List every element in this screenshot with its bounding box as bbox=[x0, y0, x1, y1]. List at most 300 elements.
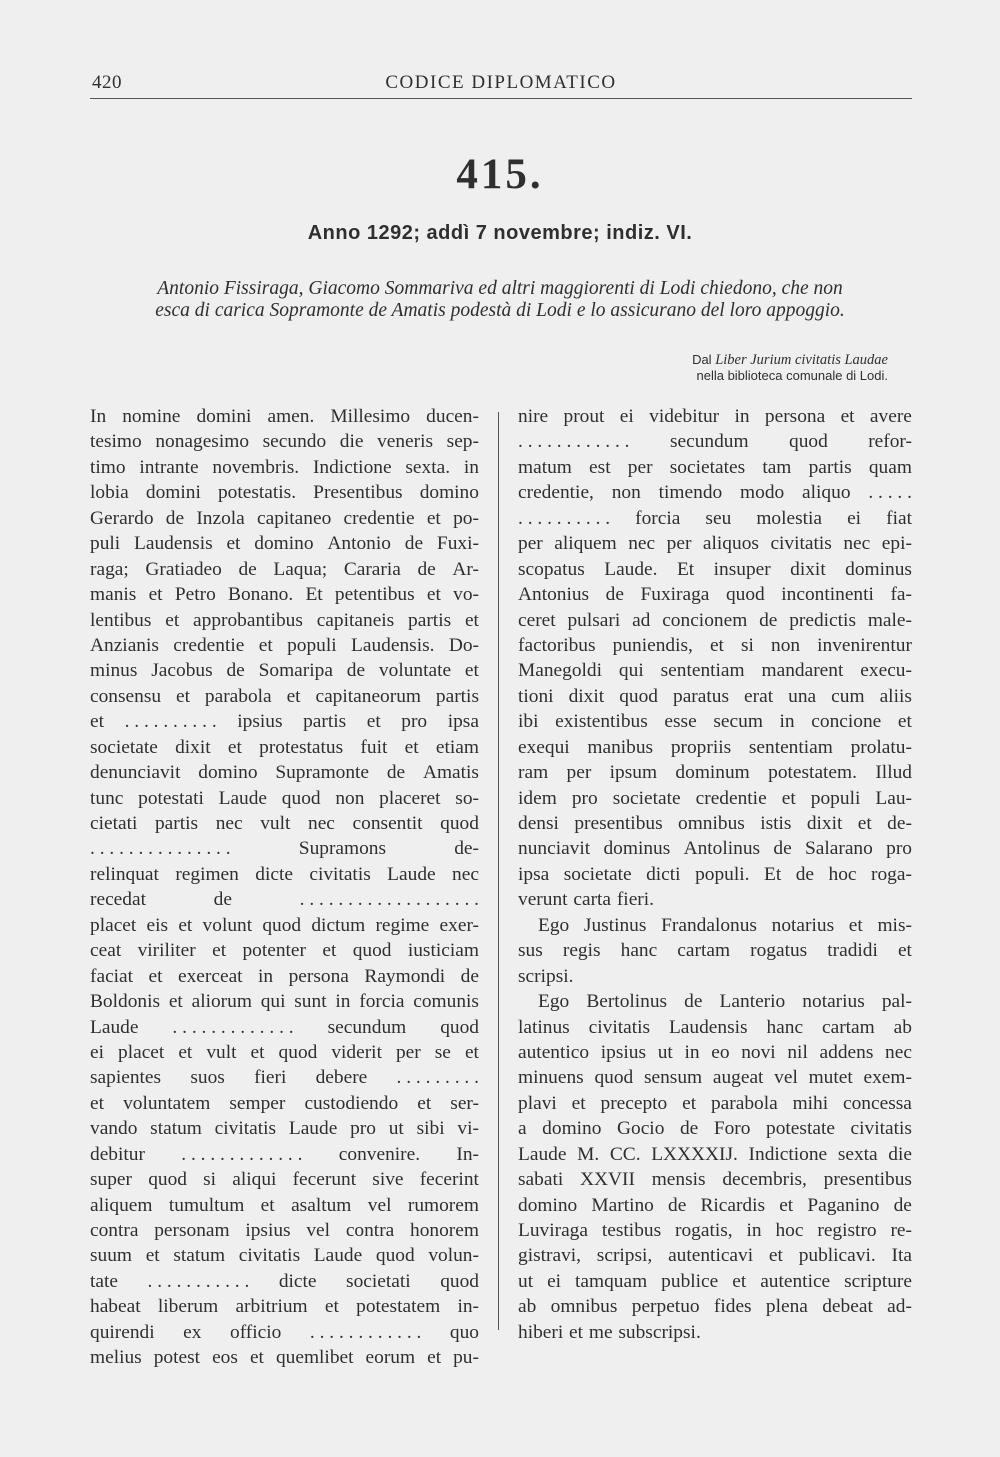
word: de bbox=[404, 533, 424, 555]
word: capitaneis bbox=[316, 609, 395, 631]
word: concione bbox=[811, 711, 882, 733]
word: societate bbox=[90, 736, 158, 758]
word: Laqua; bbox=[273, 558, 328, 580]
word: autentice bbox=[760, 1270, 831, 1292]
word: hoc bbox=[775, 1220, 804, 1241]
word: et bbox=[226, 533, 241, 555]
word: . . . . . . . . . . . . . . . . . . . bbox=[299, 889, 479, 911]
word: non bbox=[771, 634, 801, 656]
text-line bbox=[518, 1218, 912, 1243]
text-line bbox=[518, 429, 912, 454]
text-line bbox=[518, 1015, 912, 1040]
text-line bbox=[90, 1294, 479, 1319]
word: potestati bbox=[138, 787, 204, 809]
word: Laude bbox=[313, 1245, 363, 1267]
word: eis bbox=[146, 914, 169, 936]
word: petentibus bbox=[334, 584, 415, 606]
word: novi bbox=[741, 1041, 776, 1063]
word: persona bbox=[288, 965, 349, 987]
word: et bbox=[227, 736, 242, 758]
word: et bbox=[250, 1041, 265, 1063]
word: et bbox=[897, 940, 912, 962]
summary-line: esca di carica Sopramonte de Amatis podestà di Lodi e lo assicurano del loro appoggio. bbox=[155, 300, 845, 321]
word: societati bbox=[346, 1270, 411, 1292]
word: ipsius bbox=[600, 1041, 647, 1063]
word: per bbox=[566, 762, 592, 784]
word: convenire. bbox=[338, 1143, 421, 1165]
text-line bbox=[518, 811, 912, 836]
word: per bbox=[518, 533, 543, 555]
word: de bbox=[460, 965, 479, 987]
word: rogatus bbox=[750, 940, 808, 962]
text-line bbox=[90, 811, 479, 836]
word: mihi bbox=[792, 1092, 829, 1114]
word: predictis bbox=[789, 609, 856, 631]
word: autentico bbox=[518, 1041, 590, 1063]
word: Millesimo bbox=[330, 406, 411, 427]
text-line bbox=[90, 1091, 479, 1116]
word: . . . . . . . . . . . bbox=[147, 1270, 250, 1292]
word: civitatis bbox=[850, 1118, 912, 1140]
word: decembris, bbox=[722, 1169, 807, 1191]
word: male- bbox=[867, 609, 912, 631]
word: mutet bbox=[808, 1067, 853, 1089]
word: refor- bbox=[868, 431, 912, 453]
word: domino bbox=[254, 533, 314, 555]
word: consentit bbox=[352, 813, 423, 834]
text-line bbox=[518, 760, 912, 785]
word: contra bbox=[345, 1220, 395, 1241]
word: in bbox=[684, 1041, 700, 1063]
word: Inzola bbox=[196, 507, 245, 529]
word: Fuxi- bbox=[436, 533, 479, 555]
word: quo bbox=[449, 1321, 479, 1343]
word: de bbox=[226, 660, 245, 682]
word: partis bbox=[408, 609, 452, 631]
word: sententiam bbox=[748, 736, 833, 758]
word: sus bbox=[518, 940, 543, 962]
word: placet bbox=[118, 1041, 165, 1063]
text-line bbox=[518, 836, 912, 861]
source-line-1 bbox=[692, 352, 888, 368]
word: in bbox=[335, 991, 351, 1013]
word: aliqui bbox=[232, 1169, 277, 1191]
word: fieri. bbox=[616, 889, 654, 911]
word: viderit bbox=[331, 1041, 382, 1063]
word: propriis bbox=[670, 736, 732, 758]
word: Gratiadeo bbox=[145, 558, 222, 580]
word: presentibus bbox=[574, 813, 663, 834]
word: testibus bbox=[601, 1220, 662, 1241]
word: parabola bbox=[204, 685, 272, 707]
word: volunt bbox=[202, 914, 253, 936]
text-line bbox=[90, 1040, 479, 1065]
word: Laude bbox=[288, 1118, 338, 1140]
word: et bbox=[732, 1270, 747, 1292]
word: et bbox=[897, 711, 912, 733]
word: potestate bbox=[766, 1118, 835, 1140]
source-title: Liber Jurium civitatis Laudae bbox=[715, 352, 888, 368]
text-line bbox=[90, 1142, 479, 1167]
word: . . . . . . . . . . bbox=[124, 711, 217, 733]
word: placeret bbox=[379, 787, 441, 809]
word: capitaneorum bbox=[315, 685, 421, 707]
word: et bbox=[417, 1092, 432, 1114]
word: ipsum bbox=[609, 762, 658, 784]
word: Foro bbox=[713, 1118, 751, 1140]
word: Bonano. bbox=[228, 584, 294, 606]
word: quod bbox=[281, 787, 321, 809]
word: Manegoldi bbox=[518, 660, 603, 682]
text-line bbox=[90, 786, 479, 811]
text-line bbox=[518, 938, 912, 963]
word: de bbox=[165, 507, 185, 529]
word: regime bbox=[375, 914, 430, 936]
word: fecerint bbox=[419, 1169, 479, 1191]
word: quod bbox=[789, 431, 828, 453]
word: prout bbox=[563, 406, 605, 427]
word: mandarent bbox=[761, 660, 844, 682]
word: in bbox=[779, 711, 795, 733]
word: Indictione bbox=[312, 456, 392, 478]
word: vult bbox=[206, 1041, 237, 1063]
word: amen. bbox=[267, 406, 315, 427]
word: de- bbox=[454, 838, 479, 860]
word: ipsa bbox=[518, 863, 550, 885]
word: potestatem bbox=[356, 1296, 441, 1318]
text-line bbox=[518, 1243, 912, 1268]
word: . . . . . . . . . . . . bbox=[309, 1321, 422, 1343]
word: denunciavit bbox=[90, 762, 181, 784]
word: novembris. bbox=[212, 456, 300, 478]
word: societate bbox=[612, 787, 681, 809]
word: vel bbox=[774, 1067, 798, 1089]
word: et bbox=[840, 406, 855, 427]
word: quod bbox=[440, 1016, 479, 1038]
text-line bbox=[518, 531, 912, 556]
word: . . . . . bbox=[868, 482, 912, 504]
word: placet bbox=[90, 914, 137, 936]
word: subscripsi. bbox=[618, 1321, 701, 1343]
text-line bbox=[518, 862, 912, 887]
word: Laudensis bbox=[134, 533, 213, 555]
document-summary bbox=[88, 278, 912, 322]
text-line bbox=[90, 836, 479, 861]
text-line bbox=[518, 658, 912, 683]
word: intrante bbox=[139, 456, 199, 478]
word: carta bbox=[573, 889, 612, 911]
word: puli bbox=[90, 533, 121, 555]
word: die bbox=[888, 1143, 912, 1165]
word: secundo bbox=[262, 431, 327, 453]
word: nire bbox=[518, 406, 549, 427]
word: eo bbox=[711, 1041, 730, 1063]
word: aliquem bbox=[90, 1194, 153, 1216]
word: quod bbox=[148, 1169, 187, 1191]
word: seu bbox=[705, 507, 732, 529]
word: . . . . . . . . . . bbox=[518, 507, 611, 529]
word: societates bbox=[669, 456, 746, 478]
word: latinus bbox=[518, 1016, 570, 1038]
word: et bbox=[569, 1321, 584, 1343]
word: po- bbox=[453, 507, 479, 529]
text-line bbox=[90, 557, 479, 582]
word: presentibus bbox=[823, 1169, 912, 1191]
word: pro bbox=[571, 787, 598, 809]
word: existentibus bbox=[555, 711, 648, 733]
word: scripture bbox=[844, 1270, 912, 1292]
word: Laude bbox=[90, 1016, 139, 1038]
word: domino bbox=[419, 482, 479, 504]
word: precepto bbox=[600, 1092, 668, 1114]
word: notarius bbox=[771, 914, 835, 936]
word: et bbox=[768, 1245, 783, 1267]
word: modo bbox=[740, 482, 785, 504]
word: Amatis bbox=[422, 762, 479, 784]
word: hanc bbox=[620, 940, 658, 962]
word: pro bbox=[886, 838, 912, 860]
word: . . . . . . . . . . . . bbox=[518, 431, 630, 453]
word: incontinenti bbox=[781, 584, 874, 606]
word: Somaripa bbox=[258, 660, 333, 682]
word: Laudensis bbox=[668, 1016, 748, 1038]
text-line bbox=[518, 786, 912, 811]
document-number: 415. bbox=[456, 151, 544, 198]
word: sive bbox=[372, 1169, 404, 1191]
word: Gocio bbox=[617, 1118, 665, 1140]
word: cietati bbox=[90, 813, 138, 834]
word: Ricardis bbox=[700, 1194, 766, 1216]
word: quod bbox=[594, 1067, 634, 1089]
word: Supramonte bbox=[275, 762, 370, 784]
word: nonagesimo bbox=[155, 431, 250, 453]
word: et bbox=[709, 634, 724, 656]
word: regis bbox=[562, 940, 601, 962]
word: sabati bbox=[518, 1169, 564, 1191]
word: et bbox=[324, 1296, 339, 1318]
text-line bbox=[518, 1320, 912, 1345]
word: Raymondi bbox=[364, 965, 446, 987]
text-line bbox=[518, 506, 912, 531]
word: suos bbox=[190, 1067, 225, 1089]
text-line bbox=[90, 1015, 479, 1040]
word: secundum bbox=[327, 1016, 407, 1038]
word: autenticavi bbox=[668, 1245, 754, 1267]
text-line bbox=[518, 582, 912, 607]
word: quod bbox=[262, 914, 302, 936]
text-line bbox=[90, 608, 479, 633]
word: molestia bbox=[756, 507, 823, 529]
word: melius bbox=[90, 1347, 142, 1369]
word: dictum bbox=[311, 914, 366, 936]
word: sententiam bbox=[660, 660, 745, 682]
word: est bbox=[589, 456, 611, 478]
word: populi. bbox=[695, 863, 750, 885]
word: insuper bbox=[713, 558, 771, 580]
word: credentie bbox=[173, 634, 245, 656]
word: et bbox=[464, 660, 479, 682]
word: semper bbox=[229, 1092, 286, 1114]
word: roga- bbox=[871, 863, 912, 885]
word: si bbox=[741, 634, 754, 656]
word: cartam bbox=[821, 1016, 875, 1038]
word: nec bbox=[215, 813, 243, 834]
word: per bbox=[627, 456, 653, 478]
word: nec bbox=[628, 533, 656, 555]
word: notarius bbox=[802, 991, 865, 1013]
word: dominus bbox=[603, 838, 671, 860]
word: factoribus bbox=[518, 634, 596, 656]
word: aliquos bbox=[702, 533, 759, 555]
word: credentie bbox=[343, 507, 415, 529]
word: sep- bbox=[446, 431, 479, 453]
word: et bbox=[682, 1092, 697, 1114]
word: eorum bbox=[365, 1347, 416, 1369]
word: tate bbox=[90, 1270, 118, 1292]
word: liberum bbox=[157, 1296, 219, 1318]
word: et bbox=[258, 634, 273, 656]
right-column-text bbox=[518, 404, 912, 1345]
word: Do- bbox=[448, 634, 479, 656]
word: addens bbox=[819, 1041, 874, 1063]
source-line-2: nella biblioteca comunale di Lodi. bbox=[696, 368, 888, 383]
word: potest bbox=[153, 1347, 201, 1369]
word: CC. bbox=[609, 1143, 641, 1165]
word: quod bbox=[375, 1245, 415, 1267]
word: vult bbox=[260, 813, 291, 834]
word: mensis bbox=[651, 1169, 706, 1191]
word: M. bbox=[577, 1143, 600, 1165]
word: et bbox=[366, 711, 381, 733]
word: qui bbox=[618, 660, 644, 682]
word: regimen bbox=[175, 863, 239, 885]
word: plavi bbox=[518, 1092, 557, 1114]
word: potenter bbox=[242, 940, 306, 962]
text-line bbox=[518, 455, 912, 480]
word: de bbox=[668, 1194, 687, 1216]
column-divider bbox=[498, 412, 499, 1330]
word: dixit bbox=[568, 685, 605, 707]
word: fecerunt bbox=[292, 1169, 357, 1191]
word: tumultum bbox=[168, 1194, 245, 1216]
word: nec bbox=[308, 813, 335, 834]
source-prefix: Dal bbox=[692, 352, 712, 367]
word: partis bbox=[808, 456, 852, 478]
word: debeat bbox=[822, 1296, 873, 1318]
word: et bbox=[176, 685, 190, 707]
word: execu- bbox=[860, 660, 912, 682]
word: vel bbox=[367, 1194, 392, 1216]
word: dixit bbox=[790, 558, 826, 580]
word: forcia bbox=[359, 991, 405, 1013]
word: scripsi. bbox=[518, 965, 574, 987]
word: dicti bbox=[646, 863, 681, 885]
word: fa- bbox=[890, 584, 912, 606]
text-line bbox=[518, 404, 912, 429]
word: societate bbox=[563, 863, 632, 885]
text-line bbox=[90, 1065, 479, 1090]
word: de bbox=[795, 863, 815, 885]
word: capitaneo bbox=[257, 507, 332, 529]
word: Presentibus bbox=[313, 482, 403, 504]
text-line bbox=[90, 709, 479, 734]
word: concionem bbox=[662, 609, 748, 631]
word: concessa bbox=[843, 1092, 912, 1114]
word: se bbox=[434, 1041, 451, 1063]
word: nec bbox=[452, 863, 479, 885]
word: raga; bbox=[90, 558, 129, 580]
text-line bbox=[90, 404, 479, 429]
word: contra bbox=[90, 1220, 139, 1241]
word: Cararia bbox=[343, 558, 401, 580]
word: tesimo bbox=[90, 431, 142, 453]
word: densi bbox=[518, 813, 559, 834]
word: de bbox=[238, 558, 257, 580]
text-line bbox=[90, 429, 479, 454]
word: Anzianis bbox=[90, 634, 159, 656]
word: dixit bbox=[806, 813, 843, 834]
text-line bbox=[90, 964, 479, 989]
word: . . . . . . . . . . . . . . . bbox=[90, 838, 231, 860]
word: me bbox=[588, 1321, 613, 1343]
text-line bbox=[518, 1167, 912, 1192]
word: per bbox=[395, 1041, 421, 1063]
text-line bbox=[518, 608, 912, 633]
text-line bbox=[518, 1142, 912, 1167]
text-line bbox=[518, 684, 912, 709]
word: etiam bbox=[435, 736, 479, 758]
text-line bbox=[90, 1116, 479, 1141]
word: verunt bbox=[518, 889, 568, 911]
word: manibus bbox=[587, 736, 654, 758]
word: ipsius bbox=[245, 1220, 291, 1241]
word: XXVII bbox=[580, 1169, 635, 1191]
word: aliquem bbox=[554, 533, 617, 555]
word: secum bbox=[713, 711, 763, 733]
text-line bbox=[518, 1065, 912, 1090]
word: de bbox=[417, 558, 436, 580]
word: Jacobus bbox=[151, 660, 213, 682]
word: pro bbox=[401, 711, 428, 733]
text-line bbox=[518, 989, 912, 1014]
word: civitatis bbox=[238, 1245, 301, 1267]
word: Et bbox=[305, 584, 323, 606]
word: in- bbox=[457, 1296, 479, 1318]
word: credentie bbox=[695, 787, 767, 809]
word: et bbox=[178, 1041, 193, 1063]
word: Ita bbox=[891, 1245, 912, 1267]
word: minus bbox=[90, 660, 138, 682]
text-line bbox=[518, 1269, 912, 1294]
word: aliis bbox=[879, 685, 912, 707]
word: de bbox=[684, 991, 703, 1013]
word: potestatem. bbox=[768, 762, 857, 784]
text-line bbox=[518, 1193, 912, 1218]
word: sensum bbox=[643, 1067, 703, 1089]
word: omnibus bbox=[678, 813, 745, 834]
word: in bbox=[258, 965, 274, 987]
word: et bbox=[178, 914, 193, 936]
word: pro bbox=[350, 1118, 376, 1140]
text-line bbox=[90, 887, 479, 912]
word: custodiendo bbox=[304, 1092, 399, 1114]
word: Lau- bbox=[875, 787, 912, 809]
text-line bbox=[90, 913, 479, 938]
word: et bbox=[90, 711, 104, 733]
text-line bbox=[518, 633, 912, 658]
word: prolatu- bbox=[850, 736, 912, 758]
text-line bbox=[90, 531, 479, 556]
